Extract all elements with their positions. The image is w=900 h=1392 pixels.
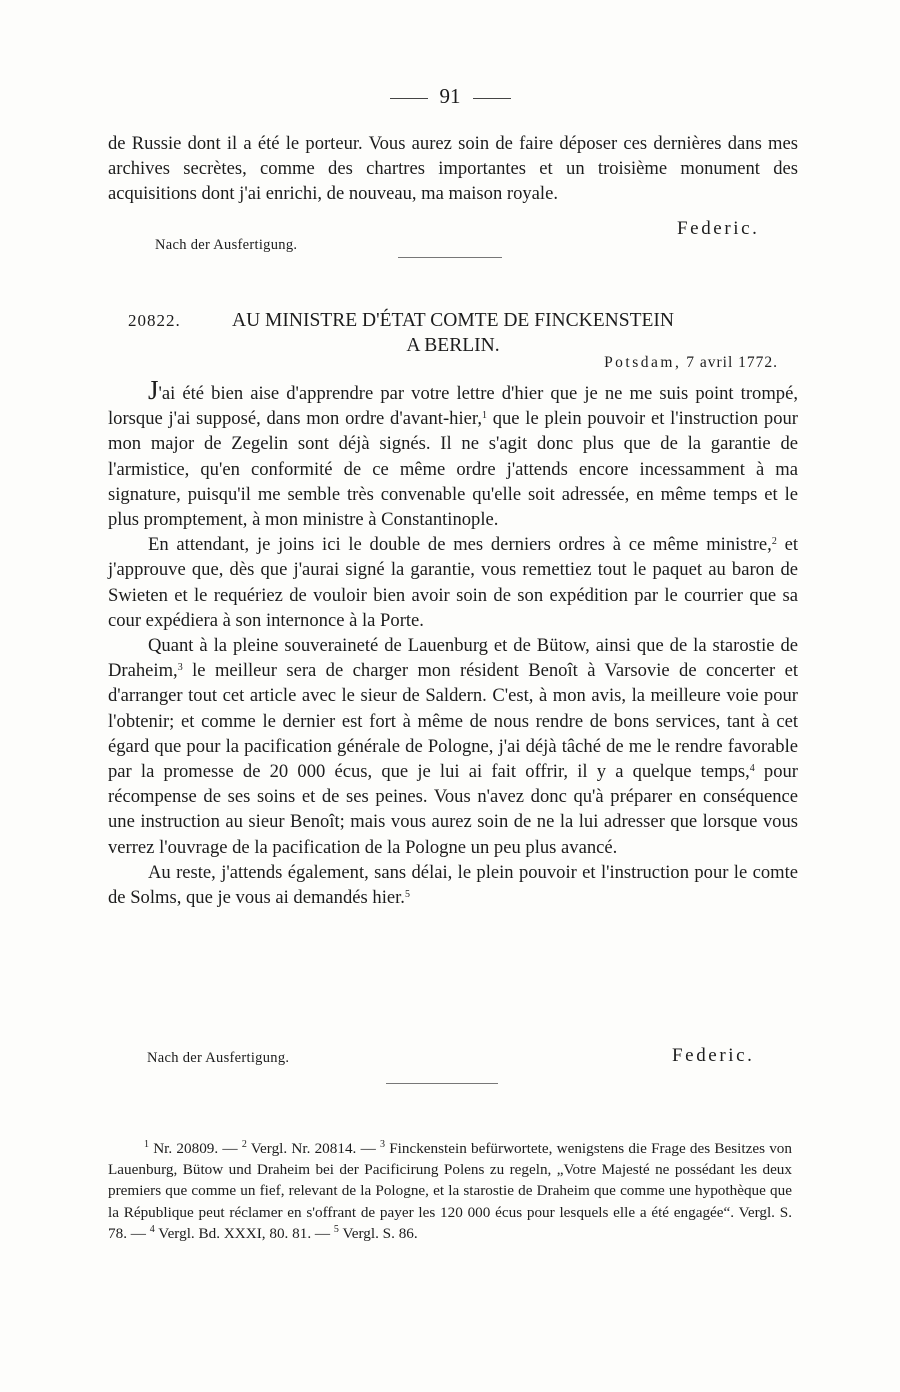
- letter-title-line2: A BERLIN.: [406, 335, 500, 356]
- place: Potsdam,: [604, 354, 682, 371]
- paragraph-3: Quant à la pleine souveraineté de Lauenburg et de Bütow, ainsi que de la starostie de Draheim,$^3$ le meilleur sera de charger mon résident Benoît à Varsovie de concerter et d'arranger tout cet article avec le sieur de Saldern. C'est, à mon avis, la meilleure voie pour l'obtenir; et comme le dernier est fort à même de nous rendre de bons services, tant à cet égard que pour la pacification générale de Pologne, j'ai déjà tâché de me le rendre favorable par la promesse de 20 000 écus, que je lui ai fait offrir, il y a quelque temps,$^4$ pour récompense de ses soins et de ses peines. Vous n'avez donc qu'à préparer en conséquence une instruction au sieur Benoît; mais vous aurez soin de ne la lui adresser que lorsque vous verrez l'ouvrage de la pacification de la Pologne un peu plus avancé.: [108, 635, 798, 858]
- paragraph-4: Au reste, j'attends également, sans délai, le plein pouvoir et l'instruction pour le comte de Solms, que je vous ai demandés hier.$^5$: [108, 861, 798, 909]
- footnote-ref-5: 5: [404, 889, 410, 901]
- dropcap: J: [148, 375, 159, 405]
- place-date: [604, 354, 778, 372]
- date: 7 avril 1772.: [686, 354, 778, 371]
- letter-body: [108, 375, 798, 910]
- footnote-ref-4: 4: [749, 763, 755, 775]
- separator-rule-1: [398, 257, 502, 258]
- letter-heading: [108, 308, 798, 358]
- paragraph-1: J'ai été bien aise d'apprendre par votre lettre d'hier que je ne me suis point trompé, lorsque j'ai supposé, dans mon ordre d'avant-hier,$^1$ que le plein pouvoir et l'instruction pour mon major de Zegelin sont déjà signés. Il ne s'agit donc plus que de la garantie de l'armistice, qu'en conformité de ce même ordre j'attends encore incessamment à ma signature, puisqu'il me semble très convenable qu'elle soit adressée, en même temps et le plus promptement, à mon ministre à Constantinople.: [108, 375, 798, 531]
- previous-letter-text: [108, 131, 798, 207]
- footnote-ref-3: 3: [177, 662, 183, 674]
- letter-signature: Federic.: [672, 1045, 755, 1066]
- letter-title-line1: AU MINISTRE D'ÉTAT COMTE DE FINCKENSTEIN: [232, 310, 674, 331]
- previous-letter-signature: Federic.: [677, 218, 760, 239]
- footnotes-text: $^1$ Nr. 20809. — $^2$ Vergl. Nr. 20814. — $^3$ Finckenstein befürwortete, wenigstens die Frage des Besitzes von Lauenburg, Bütow und Draheim bei der Pacificirung Polens zu regeln, „Votre Majesté ne possédant les deux premiers que comme un fief, relevant de la Pologne, et la starostie de Draheim que comme une hypothèque que la République peut réclamer en s'offrant de payer les 120 000 écus pour lesquels elle a été engagée“. Vergl. S. 78. — $^4$ Vergl. Bd. XXXI, 80. 81. — $^5$ Vergl. S. 86.: [108, 1139, 792, 1242]
- right-dash: [473, 98, 511, 99]
- footnote-ref-2: 2: [771, 536, 777, 548]
- footnotes: [108, 1138, 792, 1244]
- left-dash: [390, 98, 428, 99]
- letter-number: 20822.: [128, 311, 181, 330]
- page-number: 91: [0, 84, 900, 108]
- separator-rule-2: [386, 1083, 498, 1084]
- letter-source: Nach der Ausfertigung.: [147, 1050, 290, 1066]
- previous-letter-paragraph: de Russie dont il a été le porteur. Vous aurez soin de faire déposer ces dernières dans mes archives secrètes, comme des chartres importantes et un troisième monument des acquisitions dont j'ai enrichi, de nouveau, ma maison royale.: [108, 133, 798, 205]
- footnote-ref-1: 1: [481, 410, 487, 422]
- previous-letter-source: Nach der Ausfertigung.: [155, 237, 298, 253]
- paragraph-2: En attendant, je joins ici le double de mes derniers ordres à ce même ministre,$^2$ et j'approuve que, dès que j'aurai signé la garantie, vous remettiez tout le paquet au baron de Swieten et le requériez de vouloir bien avoir soin de son expédition par le courrier que sa cour expédiera à son internonce à la Porte.: [108, 534, 798, 631]
